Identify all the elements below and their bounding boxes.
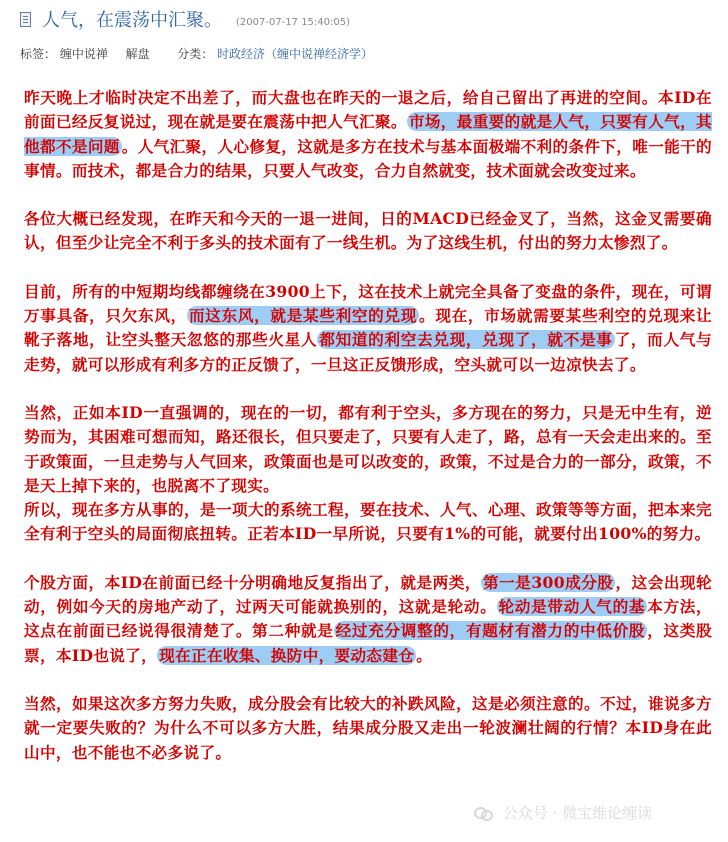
article-paragraph [24,207,712,256]
article-paragraph [24,86,712,183]
watermark-text: 公众号 · 微宝维论缠读 [502,804,653,822]
tag-link[interactable]: 缠中说禅 [59,47,108,61]
paragraph-text: ，这会出现轮动，例如今天的房地产动了，过两天可能就换别的，这就是轮动。 [24,572,712,617]
highlighted-text: 市场，最重要的就是人气，只要有人气，其他都不是问题 [24,112,712,156]
post-meta [20,45,373,62]
highlighted-text: 而这东风，就是某些利空的兑现 [188,306,418,326]
paragraph-text: 所以，现在多方从事的，是一项大的系统工程，要在技术、人气、心理、政策等等方面，把本来完全有利于空头的局面彻底扭转。正若本ID一早所说，只要有1%的可能，就要付出100%的努力。 [24,500,712,544]
highlighted-text: 都知道的利空去兑现，兑现了，就不是事 [319,330,613,350]
post-date: (2007-07-17 15:40:05) [236,17,351,28]
article-paragraph [24,280,712,377]
post-title: 人气，在震荡中汇聚。 [42,10,222,31]
paragraph-text: 当然，正如本ID一直强调的，现在的一切，都有利于空头，多方现在的努力，只是无中生有，逆势而为，其困难可想而知，路还很长，但只要走了，只要有人走了，路，总有一天会走出来的。至于政策面，一旦走势与人气回来，政策面也是可以改变的，政策，不过是合力的一部分，政策，不是天上掉下来的，也脱离不了现实。 [24,402,712,495]
paragraph-text: 本方法，这点在前面已经说得很清楚了。第二种就是 [24,597,712,641]
post-header [0,0,728,74]
paragraph-text: 昨天晚上才临时决定不出差了，而大盘也在昨天的一退之后，给自己留出了再进的空间。本ID在前面已经反复说过，现在就是要在震荡中把人气汇聚。 [24,88,712,132]
article-paragraph [24,401,712,498]
paragraph-text: 各位大概已经发现，在昨天和今天的一退一进间，日的MACD已经金叉了，当然，这金叉需要确认，但至少让完全不利于多头的技术面有了一线生机。为了这线生机，付出的努力太惨烈了。 [24,209,712,253]
highlighted-text: 第一是300成分股 [482,572,614,592]
paragraph-text: 。 [416,645,433,665]
paragraph-text: 目前，所有的中短期均线都缠绕在3900上下，这在技术上就完全具备了变盘的条件，现在，可谓万事具备，只欠东风， [24,281,712,326]
paragraph-text: 个股方面，本ID在前面已经十分明确地反复指出了，就是两类， [24,572,481,592]
category-label: 分类： [177,47,214,61]
tags-label: 标签： [20,47,57,61]
wechat-icon [474,806,492,820]
paragraph-text: ，这类股票，本ID也说了， [24,621,713,665]
article-body [24,86,712,789]
article-paragraph [24,571,712,668]
paragraph-text: 。现在，市场就需要某些利空的兑现来让靴子落地，让空头整天忽悠的那些火星人 [24,306,712,350]
category-link[interactable]: 时政经济（缠中说禅经济学） [217,47,374,61]
highlighted-text: 现在正在收集、换防中，要动态建仓 [159,645,415,665]
document-icon [20,12,31,27]
article-paragraph [24,498,712,547]
highlighted-text: 轮动是带动人气的基 [498,597,646,617]
paragraph-text: 当然，如果这次多方努力失败，成分股会有比较大的补跌风险，这是必须注意的。不过，谁说多方就一定要失败的？为什么不可以多方大胜，结果成分股又走出一轮波澜壮阔的行情？本ID身在此山中，也不能也不必多说了。 [24,693,712,762]
paragraph-text: 了，而人气与走势，就可以形成有利多方的正反馈了，一旦这正反馈形成，空头就可以一边凉快去了。 [24,330,712,374]
watermark [474,802,652,823]
tag-link[interactable]: 解盘 [125,47,150,61]
article-paragraph [24,692,712,765]
highlighted-text: 经过充分调整的，有题材有潜力的中低价股 [335,621,646,641]
paragraph-text: 。人气汇聚，人心修复，这就是多方在技术与基本面极端不利的条件下，唯一能干的事情。而技术，都是合力的结果，只要人气改变，合力自然就变，技术面就会改变过来。 [24,136,713,180]
